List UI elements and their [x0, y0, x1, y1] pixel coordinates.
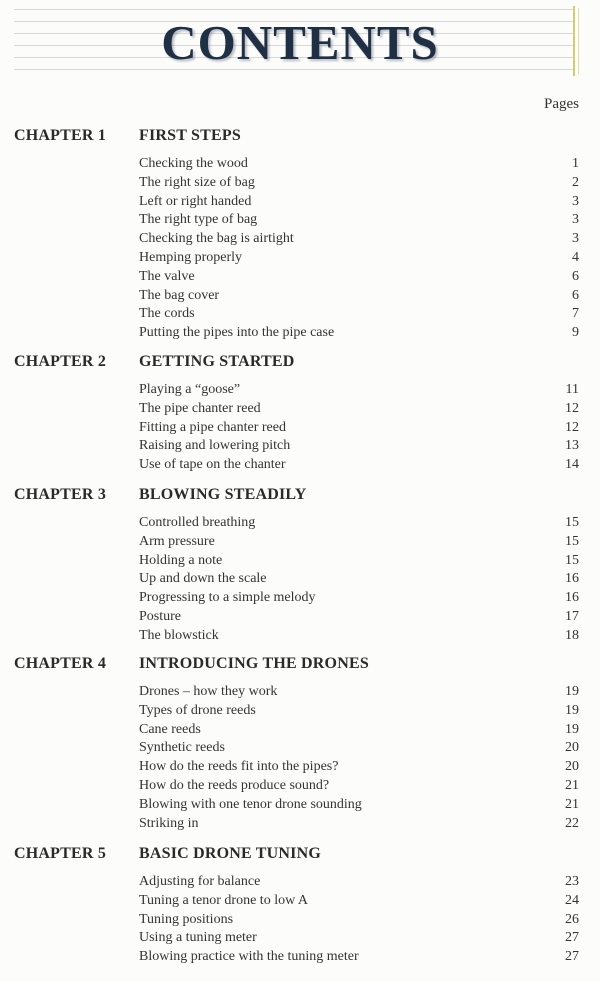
- entry-page-number: 3: [572, 212, 579, 228]
- ruled-line: [14, 9, 574, 10]
- entry-page-number: 12: [565, 400, 579, 416]
- pages-column-label: Pages: [544, 96, 579, 112]
- toc-entry: [0, 381, 600, 400]
- toc-entry: [0, 796, 600, 815]
- toc-entry: [0, 456, 600, 475]
- entry-title: Controlled breathing: [139, 515, 256, 530]
- entry-title: The valve: [139, 268, 195, 284]
- chapter-number: CHAPTER 2: [14, 353, 107, 370]
- toc-entry: [0, 929, 600, 948]
- toc-entry: [0, 892, 600, 911]
- entry-title: Tuning a tenor drone to low A: [139, 892, 309, 908]
- entry-page-number: 1: [572, 156, 579, 171]
- entry-page-number: 15: [565, 552, 579, 568]
- entry-title: Adjusting for balance: [139, 874, 261, 889]
- chapter-entries: [0, 155, 600, 343]
- entry-page-number: 16: [565, 590, 579, 606]
- entry-title: The right type of bag: [139, 212, 258, 228]
- entry-title: Hemping properly: [139, 249, 243, 265]
- entry-title: Playing a “goose”: [139, 382, 241, 397]
- entry-title: The right size of bag: [139, 174, 255, 190]
- chapter-number: CHAPTER 3: [14, 486, 107, 503]
- toc-entry: [0, 419, 600, 438]
- chapter-title: GETTING STARTED: [139, 353, 295, 370]
- entry-page-number: 6: [572, 287, 579, 303]
- toc-entry: [0, 193, 600, 212]
- entry-title: Cane reeds: [139, 721, 201, 737]
- entry-title: Types of drone reeds: [139, 702, 256, 718]
- entry-page-number: 19: [565, 684, 579, 699]
- chapter-number: CHAPTER 4: [14, 655, 107, 672]
- entry-title: Use of tape on the chanter: [139, 457, 286, 473]
- chapter-title: INTRODUCING THE DRONES: [139, 655, 369, 672]
- toc-entry: [0, 777, 600, 796]
- entry-title: Left or right handed: [139, 193, 252, 209]
- toc-entry: [0, 514, 600, 533]
- entry-title: Posture: [139, 608, 181, 624]
- entry-page-number: 18: [565, 627, 579, 643]
- entry-page-number: 15: [565, 533, 579, 549]
- contents-header: [0, 0, 600, 80]
- entry-title: Checking the bag is airtight: [139, 231, 294, 247]
- toc-entry: [0, 589, 600, 608]
- toc-entry: [0, 533, 600, 552]
- entry-page-number: 20: [565, 740, 579, 756]
- toc-entry: [0, 552, 600, 571]
- chapter-number: CHAPTER 1: [14, 127, 107, 144]
- entry-page-number: 17: [565, 608, 579, 624]
- toc-entry: [0, 702, 600, 721]
- entry-title: The blowstick: [139, 627, 219, 643]
- chapter-title: BLOWING STEADILY: [139, 486, 307, 503]
- page-title: CONTENTS: [161, 15, 439, 70]
- toc-entry: [0, 155, 600, 174]
- entry-page-number: 12: [565, 419, 579, 435]
- entry-page-number: 13: [565, 438, 579, 454]
- entry-title: Raising and lowering pitch: [139, 438, 291, 454]
- entry-page-number: 2: [572, 174, 579, 190]
- toc-entry: [0, 627, 600, 646]
- entry-page-number: 27: [565, 949, 579, 965]
- entry-title: Progressing to a simple melody: [139, 590, 316, 606]
- toc-entry: [0, 249, 600, 268]
- toc-entry: [0, 948, 600, 967]
- entry-title: The pipe chanter reed: [139, 400, 261, 416]
- entry-title: Blowing with one tenor drone sounding: [139, 796, 362, 812]
- chapter-title: FIRST STEPS: [139, 127, 241, 144]
- entry-title: Blowing practice with the tuning meter: [139, 949, 359, 965]
- entry-page-number: 19: [565, 702, 579, 718]
- entry-title: How do the reeds fit into the pipes?: [139, 759, 339, 775]
- toc-entry: [0, 873, 600, 892]
- entry-page-number: 3: [572, 231, 579, 247]
- toc-entry: [0, 268, 600, 287]
- toc-entry: [0, 721, 600, 740]
- entry-page-number: 24: [565, 892, 579, 908]
- entry-title: Up and down the scale: [139, 571, 267, 587]
- toc-entry: [0, 230, 600, 249]
- toc-entry: [0, 570, 600, 589]
- entry-title: Arm pressure: [139, 533, 215, 549]
- entry-page-number: 9: [572, 325, 579, 341]
- toc-entry: [0, 758, 600, 777]
- entry-title: Fitting a pipe chanter reed: [139, 419, 286, 435]
- entry-page-number: 23: [565, 874, 579, 889]
- entry-title: Striking in: [139, 815, 199, 831]
- toc-entry: [0, 683, 600, 702]
- entry-title: Tuning positions: [139, 911, 234, 927]
- entry-page-number: 7: [572, 306, 579, 322]
- entry-page-number: 21: [565, 777, 579, 793]
- entry-title: Drones – how they work: [139, 684, 278, 699]
- entry-page-number: 21: [565, 796, 579, 812]
- toc-entry: [0, 400, 600, 419]
- toc-entry: [0, 815, 600, 834]
- toc-entry: [0, 174, 600, 193]
- entry-title: Synthetic reeds: [139, 740, 225, 756]
- toc-entry: [0, 305, 600, 324]
- toc-entry: [0, 324, 600, 343]
- entry-page-number: 6: [572, 268, 579, 284]
- entry-title: The bag cover: [139, 287, 220, 303]
- entry-page-number: 19: [565, 721, 579, 737]
- entry-page-number: 27: [565, 930, 579, 946]
- entry-page-number: 14: [565, 457, 579, 473]
- entry-page-number: 15: [565, 515, 579, 530]
- entry-page-number: 22: [565, 815, 579, 831]
- entry-title: How do the reeds produce sound?: [139, 777, 330, 793]
- entry-page-number: 26: [565, 911, 579, 927]
- entry-page-number: 11: [565, 382, 579, 397]
- chapter-entries: [0, 514, 600, 646]
- chapter-title: BASIC DRONE TUNING: [139, 845, 322, 862]
- entry-title: Checking the wood: [139, 156, 248, 171]
- entry-page-number: 4: [572, 249, 579, 265]
- toc-entry: [0, 608, 600, 627]
- chapter-entries: [0, 683, 600, 833]
- entry-title: Using a tuning meter: [139, 930, 257, 946]
- entry-title: The cords: [139, 306, 195, 322]
- toc-entry: [0, 739, 600, 758]
- entry-page-number: 20: [565, 759, 579, 775]
- toc-entry: [0, 287, 600, 306]
- toc-entry: [0, 437, 600, 456]
- chapter-number: CHAPTER 5: [14, 845, 107, 862]
- chapter-entries: [0, 873, 600, 967]
- chapter-entries: [0, 381, 600, 475]
- entry-title: Putting the pipes into the pipe case: [139, 325, 335, 341]
- toc-entry: [0, 211, 600, 230]
- entry-title: Holding a note: [139, 552, 223, 568]
- toc-entry: [0, 911, 600, 930]
- entry-page-number: 16: [565, 571, 579, 587]
- entry-page-number: 3: [572, 193, 579, 209]
